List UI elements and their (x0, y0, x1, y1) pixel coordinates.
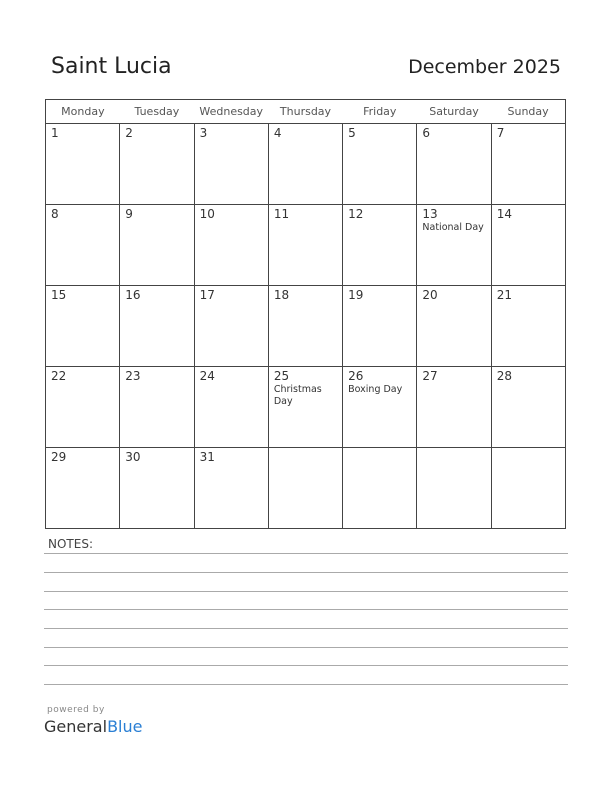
day-number: 19 (348, 288, 364, 302)
day-number: 31 (199, 450, 215, 464)
notes-line (44, 609, 568, 610)
day-cell (417, 124, 491, 205)
day-number: 1 (51, 126, 59, 140)
day-number: 18 (273, 288, 290, 302)
day-cell (194, 205, 268, 286)
day-number: 6 (422, 126, 431, 140)
day-cell (491, 286, 565, 367)
day-number: 7 (496, 126, 505, 140)
generalblue-logo (44, 717, 142, 736)
day-number: 11 (273, 207, 290, 221)
weekday-header-row (46, 100, 566, 124)
day-cell (491, 205, 565, 286)
weekday-tuesday: Tuesday (120, 100, 194, 124)
day-number: 28 (496, 369, 512, 383)
day-number: 22 (51, 369, 67, 383)
holiday-label: Boxing Day (348, 384, 403, 395)
day-cell (194, 286, 268, 367)
weekday-sunday: Sunday (491, 100, 565, 124)
powered-by-text: powered by (47, 705, 105, 715)
day-number: 12 (348, 207, 364, 221)
day-number: 30 (125, 450, 141, 464)
day-cell (343, 448, 417, 529)
day-cell (46, 286, 120, 367)
week-row (46, 448, 566, 529)
notes-line (44, 684, 568, 685)
notes-label: NOTES: (48, 537, 93, 551)
day-cell (194, 448, 268, 529)
weekday-friday: Friday (343, 100, 417, 124)
week-row (46, 205, 566, 286)
day-number: 9 (125, 207, 133, 221)
day-cell (120, 367, 194, 448)
month-year-title: December 2025 (408, 56, 561, 78)
day-cell (491, 448, 565, 529)
holiday-label: Christmas Day (273, 384, 322, 407)
day-cell (417, 367, 491, 448)
day-number: 14 (496, 207, 512, 221)
day-number: 15 (51, 288, 67, 302)
weekday-wednesday: Wednesday (194, 100, 268, 124)
day-number: 24 (199, 369, 215, 383)
day-cell (120, 124, 194, 205)
notes-line (44, 628, 568, 629)
weekday-thursday: Thursday (268, 100, 342, 124)
day-cell (343, 286, 417, 367)
day-cell (268, 286, 342, 367)
weekday-monday: Monday (46, 100, 120, 124)
notes-line (44, 553, 568, 554)
day-number: 26 (348, 369, 364, 383)
day-cell (417, 448, 491, 529)
notes-line (44, 665, 568, 666)
logo-blue: Blue (107, 717, 143, 736)
day-cell (491, 367, 565, 448)
day-number: 8 (51, 207, 59, 221)
country-title: Saint Lucia (51, 54, 172, 79)
day-number: 20 (422, 288, 438, 302)
day-cell (343, 205, 417, 286)
day-number: 10 (199, 207, 215, 221)
day-number: 13 (422, 207, 438, 221)
day-cell (417, 286, 491, 367)
day-cell (491, 124, 565, 205)
logo-general: General (44, 717, 108, 736)
day-cell (194, 367, 268, 448)
day-cell (120, 286, 194, 367)
day-number: 16 (125, 288, 141, 302)
day-number: 29 (51, 450, 67, 464)
day-number: 3 (199, 126, 208, 140)
notes-line (44, 591, 568, 592)
day-cell (268, 124, 342, 205)
holiday-label: National Day (422, 222, 484, 233)
weekday-saturday: Saturday (417, 100, 491, 124)
day-cell (343, 367, 417, 448)
day-cell (46, 124, 120, 205)
day-cell (417, 205, 491, 286)
week-row (46, 124, 566, 205)
day-number: 2 (125, 126, 133, 140)
notes-line (44, 647, 568, 648)
day-number: 25 (273, 369, 290, 383)
day-cell (46, 367, 120, 448)
day-number: 27 (422, 369, 438, 383)
day-number: 17 (199, 288, 215, 302)
day-cell (120, 448, 194, 529)
week-row (46, 286, 566, 367)
day-cell (194, 124, 268, 205)
week-row (46, 367, 566, 448)
day-cell (268, 205, 342, 286)
day-cell (268, 367, 342, 448)
day-cell (46, 205, 120, 286)
notes-line (44, 572, 568, 573)
day-cell (46, 448, 120, 529)
day-number: 23 (125, 369, 141, 383)
day-cell (343, 124, 417, 205)
day-cell (268, 448, 342, 529)
day-number: 21 (496, 288, 512, 302)
day-cell (120, 205, 194, 286)
day-number: 5 (348, 126, 356, 140)
calendar-grid (45, 99, 566, 529)
day-number: 4 (273, 126, 282, 140)
